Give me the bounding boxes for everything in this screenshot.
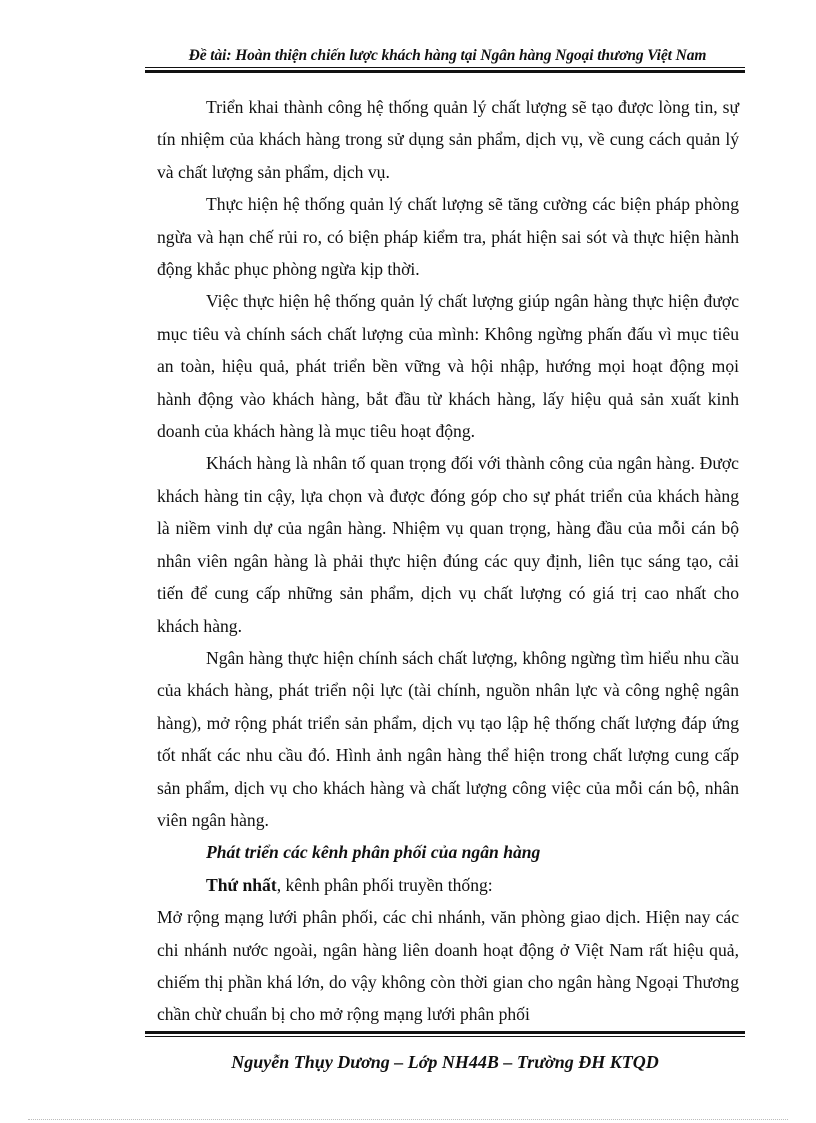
body-paragraph: Việc thực hiện hệ thống quản lý chất lượng giúp ngân hàng thực hiện được mục tiêu và chính sách chất lượng của mình: Không ngừng phấn đấu vì mục tiêu an toàn, hiệu quả, phát triển bền vững và hội nhập, hướng mọi hoạt động mọi hành động vào khách hàng, bắt đầu từ khách hàng, lấy hiệu quả sản xuất kinh doanh của khách hàng là mục tiêu hoạt động. — [157, 291, 739, 442]
document-footer: Nguyễn Thụy Dương – Lớp NH44B – Trường ĐH KTQD — [231, 1052, 659, 1072]
body-paragraph-last: Mở rộng mạng lưới phân phối, các chi nhánh, văn phòng giao dịch. Hiện nay các chi nhánh nước ngoài, ngân hàng liên doanh hoạt động ở Việt Nam rất hiệu quả, chiếm thị phần khá lớn, do vậy không còn thời gian cho ngân hàng Ngoại Thương chần chừ chuẩn bị cho mở rộng mạng lưới phân phối — [157, 907, 739, 1025]
body-paragraph: Khách hàng là nhân tố quan trọng đối với thành công của ngân hàng. Được khách hàng tin cậy, lựa chọn và được đóng góp cho sự phát triển của khách hàng là niềm vinh dự của ngân hàng. Nhiệm vụ quan trọng, hàng đầu của mỗi cán bộ nhân viên ngân hàng là phải thực hiện đúng các quy định, liên tục sáng tạo, cải tiến để cung cấp những sản phẩm, dịch vụ chất lượng có giá trị cao nhất cho khách hàng. — [157, 453, 739, 636]
document-header-title: Đề tài: Hoàn thiện chiến lược khách hàng tại Ngân hàng Ngoại thương Việt Nam — [188, 47, 707, 64]
first-label: Thứ nhất — [206, 874, 277, 895]
body-paragraph: Ngân hàng thực hiện chính sách chất lượng, không ngừng tìm hiểu nhu cầu của khách hàng, phát triển nội lực (tài chính, nguồn nhân lực và công nghệ ngân hàng), mở rộng phát triển sản phẩm, dịch vụ tạo lập hệ thống chất lượng đáp ứng tốt nhất các nhu cầu đó. Hình ảnh ngân hàng thể hiện trong chất lượng cung cấp sản phẩm, dịch vụ cho khách hàng và chất lượng công việc của mỗi cán bộ, nhân viên ngân hàng. — [157, 647, 739, 830]
footer-rule-thick — [145, 1031, 745, 1034]
first-text: , kênh phân phối truyền thống: — [276, 874, 493, 895]
body-paragraph: Triển khai thành công hệ thống quản lý chất lượng sẽ tạo được lòng tin, sự tín nhiệm của khách hàng trong sử dụng sản phẩm, dịch vụ, về cung cách quản lý và chất lượng sản phẩm, dịch vụ. — [157, 97, 739, 182]
body-paragraph: Thực hiện hệ thống quản lý chất lượng sẽ tăng cường các biện pháp phòng ngừa và hạn chế rủi ro, có biện pháp kiểm tra, phát hiện sai sót và thực hiện hành động khắc phục phòng ngừa kịp thời. — [157, 194, 739, 280]
header-rule-thin — [145, 67, 745, 68]
footer-rule-thin — [145, 1036, 745, 1037]
section-subheading: Phát triển các kênh phân phối của ngân hàng — [206, 842, 541, 863]
page-bottom-edge — [28, 1119, 788, 1120]
document-body — [157, 91, 739, 1031]
header-rule-thick — [145, 70, 745, 73]
list-intro — [157, 869, 739, 901]
